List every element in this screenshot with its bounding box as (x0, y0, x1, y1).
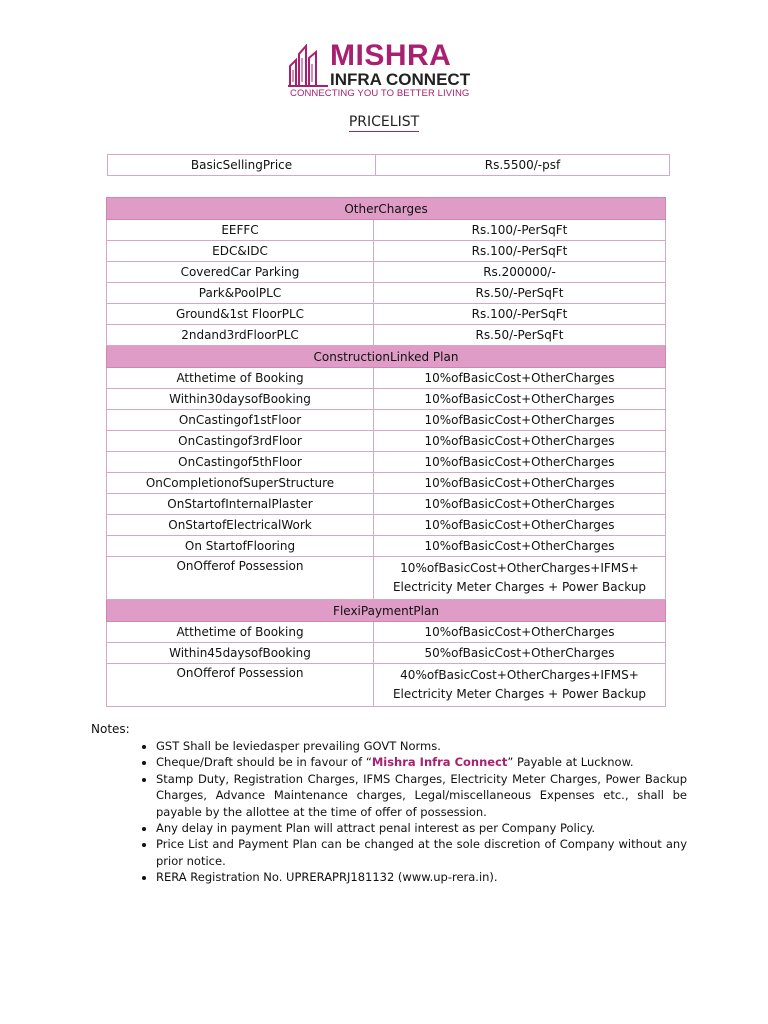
price-plan-table (106, 197, 666, 707)
table-row (107, 622, 666, 643)
row-value: Rs.100/-PerSqFt (374, 304, 666, 325)
row-value: Rs.50/-PerSqFt (374, 283, 666, 304)
row-label: OnCompletionofSuperStructure (107, 473, 374, 494)
row-label: Within45daysofBooking (107, 643, 374, 664)
page-title-wrapper (0, 112, 768, 132)
row-label: 2ndand3rdFloorPLC (107, 325, 374, 346)
row-value-line: 10%ofBasicCost+OtherCharges+IFMS+ (400, 561, 639, 575)
company-logo (288, 40, 488, 102)
row-label: EDC&IDC (107, 241, 374, 262)
building-icon (288, 44, 328, 88)
table-row (107, 325, 666, 346)
table-row (107, 283, 666, 304)
section-header-flexi-payment-plan (107, 600, 666, 622)
notes-list (140, 738, 687, 886)
note-item: • Price List and Payment Plan can be changed at the sole discretion of Company without any prior notice. (156, 836, 687, 869)
table-row (107, 515, 666, 536)
row-label: Park&PoolPLC (107, 283, 374, 304)
table-row (107, 452, 666, 473)
table-row (107, 643, 666, 664)
row-value: 10%ofBasicCost+OtherCharges (374, 410, 666, 431)
basic-price-label: BasicSellingPrice (108, 155, 376, 176)
section-title-flexi-payment-plan: FlexiPaymentPlan (107, 600, 666, 622)
table-row (107, 368, 666, 389)
row-label: On StartofFlooring (107, 536, 374, 557)
note-item: • GST Shall be leviedasper prevailing GOVT Norms. (156, 738, 687, 754)
row-value: Rs.100/-PerSqFt (374, 220, 666, 241)
row-label: Atthetime of Booking (107, 368, 374, 389)
note-text: Cheque/Draft should be in favour of “ (156, 755, 372, 770)
row-value: 10%ofBasicCost+OtherCharges (374, 452, 666, 473)
row-label: Atthetime of Booking (107, 622, 374, 643)
logo-wordmark-infra-connect: INFRA CONNECT (330, 70, 471, 89)
basic-price-value: Rs.5500/-psf (376, 155, 670, 176)
table-row (107, 389, 666, 410)
row-value: 50%ofBasicCost+OtherCharges (374, 643, 666, 664)
basic-price-row (108, 155, 670, 176)
row-value: 10%ofBasicCost+OtherCharges (374, 431, 666, 452)
table-row (107, 431, 666, 452)
note-text: ” Payable at Lucknow. (507, 755, 634, 770)
row-value: 10%ofBasicCost+OtherCharges (374, 515, 666, 536)
note-item: • Stamp Duty, Registration Charges, IFMS Charges, Electricity Meter Charges, Power Backup Charges, Advance Maintenance charges, Legal/miscellaneous Expenses etc., shall be payable by the allottee at the time of offer of possession. (156, 771, 687, 820)
table-row-possession (107, 664, 666, 707)
page-title: PRICELIST (348, 114, 420, 130)
row-label: EEFFC (107, 220, 374, 241)
basic-price-table (107, 154, 670, 176)
section-header-construction-linked-plan (107, 346, 666, 368)
row-value: 10%ofBasicCost+OtherCharges (374, 494, 666, 515)
table-row (107, 410, 666, 431)
row-label: OnCastingof5thFloor (107, 452, 374, 473)
note-item: • Any delay in payment Plan will attract penal interest as per Company Policy. (156, 820, 687, 836)
table-row (107, 473, 666, 494)
row-value: 10%ofBasicCost+OtherCharges (374, 536, 666, 557)
row-value (374, 557, 666, 600)
row-label: OnCastingof1stFloor (107, 410, 374, 431)
row-label: OnStartofInternalPlaster (107, 494, 374, 515)
row-value: Rs.50/-PerSqFt (374, 325, 666, 346)
table-row (107, 241, 666, 262)
row-value (374, 664, 666, 707)
table-row-possession (107, 557, 666, 600)
section-header-other-charges (107, 198, 666, 220)
note-item: • RERA Registration No. UPRERAPRJ181132 (www.up-rera.in). (156, 869, 687, 885)
table-row (107, 262, 666, 283)
row-value: 10%ofBasicCost+OtherCharges (374, 473, 666, 494)
section-title-other-charges: OtherCharges (107, 198, 666, 220)
row-label: Within30daysofBooking (107, 389, 374, 410)
row-value: Rs.200000/- (374, 262, 666, 283)
table-row (107, 494, 666, 515)
notes-heading: Notes: (91, 722, 130, 736)
row-value: 10%ofBasicCost+OtherCharges (374, 368, 666, 389)
row-value: 10%ofBasicCost+OtherCharges (374, 389, 666, 410)
row-value-line: Electricity Meter Charges + Power Backup (392, 580, 647, 594)
row-label: OnStartofElectricalWork (107, 515, 374, 536)
logo-tagline: CONNECTING YOU TO BETTER LIVING (290, 88, 470, 99)
row-value-line: Electricity Meter Charges + Power Backup (392, 687, 647, 701)
row-value-line: 40%ofBasicCost+OtherCharges+IFMS+ (400, 668, 639, 682)
note-item (156, 754, 687, 770)
row-label: OnCastingof3rdFloor (107, 431, 374, 452)
logo-wordmark-mishra: MISHRA (330, 39, 452, 72)
row-value: Rs.100/-PerSqFt (374, 241, 666, 262)
row-label: Ground&1st FloorPLC (107, 304, 374, 325)
brand-name: Mishra Infra Connect (371, 755, 508, 770)
row-label: OnOfferof Possession (107, 557, 374, 600)
table-row (107, 304, 666, 325)
table-row (107, 536, 666, 557)
table-row (107, 220, 666, 241)
row-value: 10%ofBasicCost+OtherCharges (374, 622, 666, 643)
row-label: CoveredCar Parking (107, 262, 374, 283)
section-title-construction-linked-plan: ConstructionLinked Plan (107, 346, 666, 368)
row-label: OnOfferof Possession (107, 664, 374, 707)
